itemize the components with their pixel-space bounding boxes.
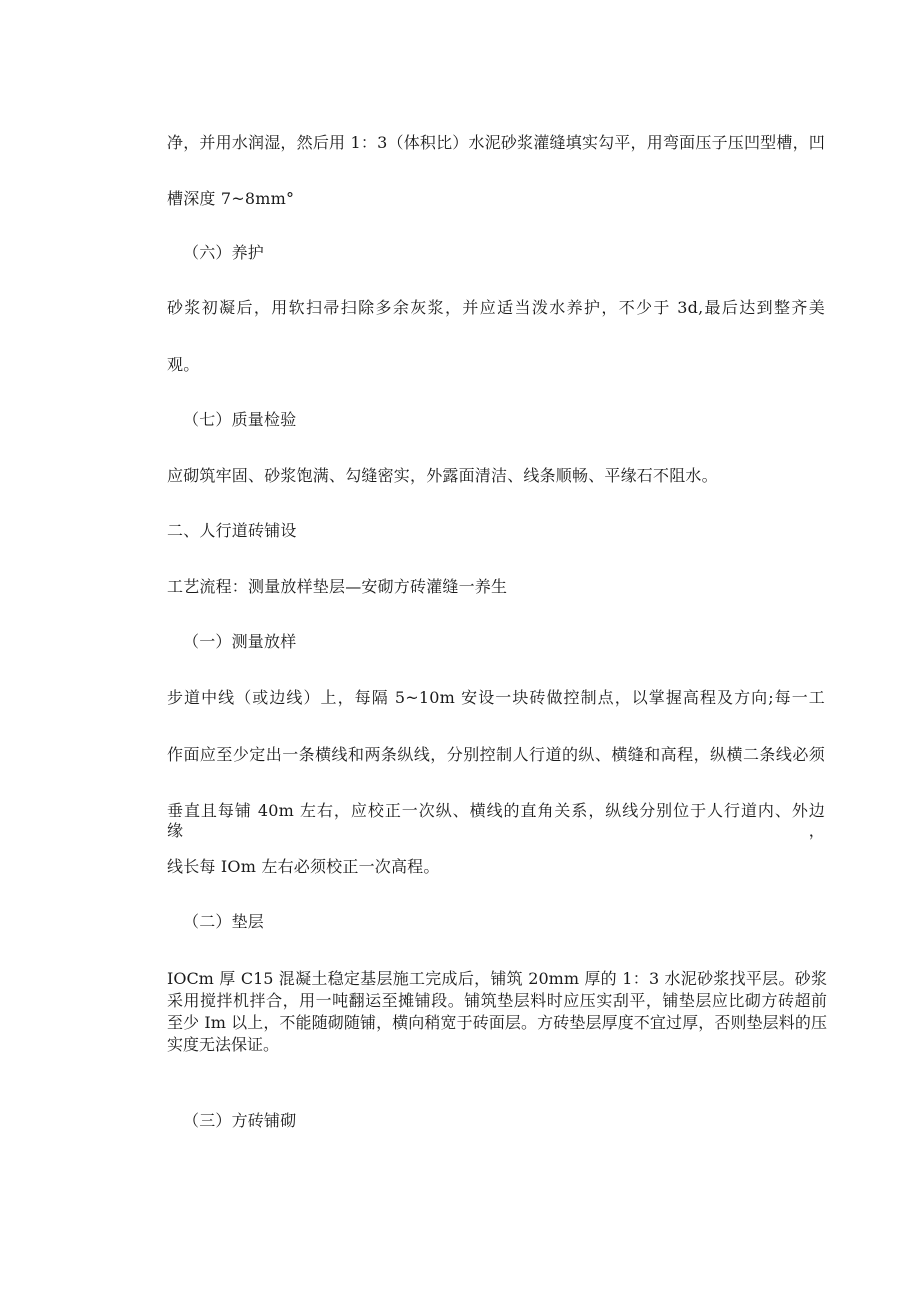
paragraph-line: 净，并用水润湿，然后用 1：3（体积比）水泥砂浆灌缝填实勾平，用弯面压子压凹型槽，凹 — [167, 133, 825, 152]
paragraph-line: 线长每 IOm 左右必须校正一次高程。 — [167, 857, 440, 876]
section-heading: 二、人行道砖铺设 — [167, 521, 297, 540]
paragraph-dense — [167, 968, 827, 1056]
section-heading: （六）养护 — [183, 243, 265, 262]
paragraph-line: 作面应至少定出一条横线和两条纵线，分别控制人行道的纵、横缝和高程，纵横二条线必须 — [167, 745, 825, 764]
paragraph-line: 至少 Im 以上，不能随砌随铺，横向稍宽于砖面层。方砖垫层厚度不宜过厚，否则垫层料的压 — [167, 1013, 827, 1032]
paragraph-line: 砂浆初凝后，用软扫帚扫除多余灰浆，并应适当泼水养护，不少于 3d,最后达到整齐美 — [167, 298, 825, 317]
section-heading: （七）质量检验 — [183, 410, 297, 429]
paragraph-line: 采用搅拌机拌合，用一吨翻运至摊铺段。铺筑垫层料时应压实刮平，铺垫层应比砌方砖超前 — [167, 991, 827, 1010]
section-heading: （一）测量放样 — [183, 632, 297, 651]
paragraph-line: IOCm 厚 C15 混凝土稳定基层施工完成后，铺筑 20mm 厚的 1：3 水泥砂浆找平层。砂浆 — [167, 969, 827, 988]
paragraph-line: 步道中线（或边线）上，每隔 5~10m 安设一块砖做控制点，以掌握高程及方向;每一工 — [167, 688, 825, 707]
paragraph-line: 工艺流程：测量放样垫层—安砌方砖灌缝一养生 — [167, 577, 508, 596]
paragraph-line: 实度无法保证。 — [167, 1035, 280, 1054]
section-heading: （二）垫层 — [183, 912, 265, 931]
paragraph-line: 应砌筑牢固、砂浆饱满、勾缝密实，外露面清洁、线条顺畅、平缘石不阻水。 — [167, 466, 718, 485]
section-heading: （三）方砖铺砌 — [183, 1111, 297, 1130]
paragraph-line: 槽深度 7~8mm° — [167, 189, 295, 208]
paragraph-line: 垂直且每铺 40m 左右，应校正一次纵、横线的直角关系，纵线分别位于人行道内、外边缘， — [167, 801, 825, 840]
paragraph-line: 观。 — [167, 355, 200, 374]
